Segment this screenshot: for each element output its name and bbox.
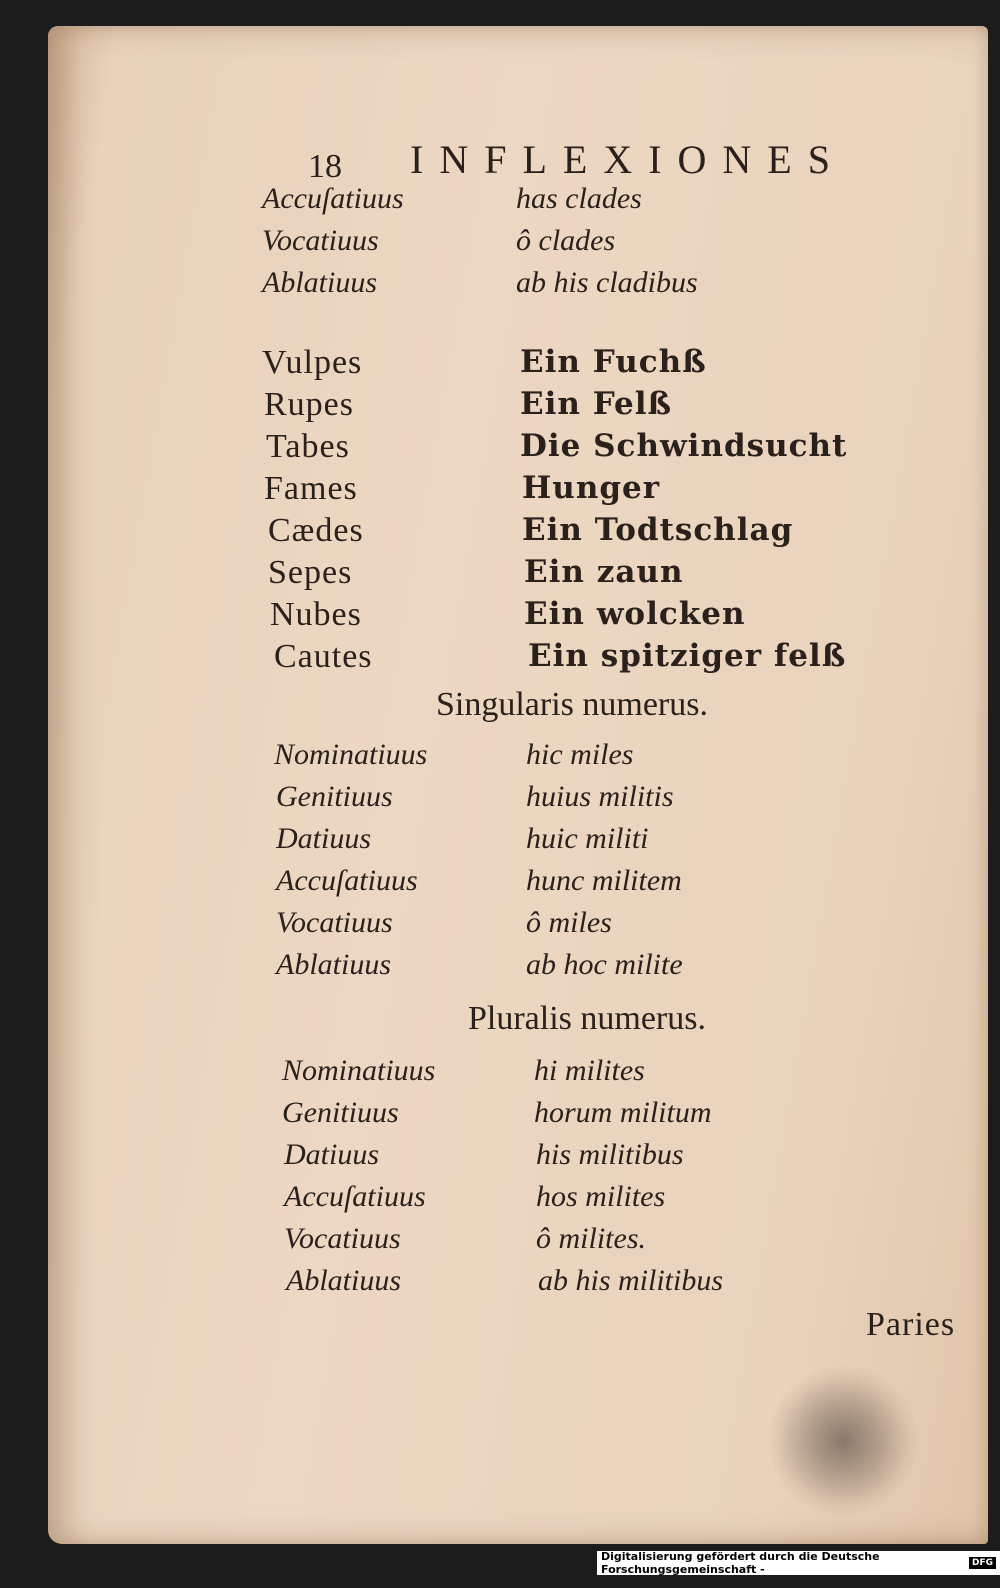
german-gloss: Ein Todtschlag [522, 512, 794, 548]
case-form: huic militi [526, 822, 649, 855]
latin-word: Cædes [268, 512, 364, 549]
case-label: Vocatiuus [276, 906, 393, 939]
latin-word: Cautes [274, 638, 373, 675]
german-gloss: Ein zaun [524, 554, 684, 590]
page-number: 18 [308, 148, 342, 185]
latin-word: Sepes [268, 554, 353, 591]
case-label: Datiuus [276, 822, 372, 855]
case-label: Ablatiuus [262, 266, 378, 299]
german-gloss: Hunger [522, 470, 661, 506]
dfg-logo: DFG [969, 1557, 996, 1569]
case-label: Vocatiuus [284, 1222, 401, 1255]
ink-stain [768, 1366, 918, 1516]
latin-word: Fames [264, 470, 358, 507]
book-page [48, 26, 988, 1544]
case-label: Datiuus [284, 1138, 380, 1171]
case-form: horum militum [534, 1096, 712, 1129]
case-form: ô miles [526, 906, 612, 939]
credit-text: Digitalisierung gefördert durch die Deutsche Forschungsgemeinschaft - [601, 1550, 880, 1576]
case-form: hos milites [536, 1180, 666, 1213]
latin-word: Rupes [264, 386, 354, 423]
case-form: hunc militem [526, 864, 682, 897]
latin-word: Vulpes [262, 344, 363, 381]
case-label: Accuſatiuus [284, 1180, 426, 1213]
german-gloss: Ein Fuchß [520, 344, 707, 380]
case-label: Ablatiuus [276, 948, 392, 981]
running-head: INFLEXIONES [410, 137, 846, 182]
case-form: ab his cladibus [516, 266, 698, 299]
section-heading-singular: Singularis numerus. [436, 686, 708, 723]
case-form: ab hoc milite [526, 948, 683, 981]
latin-word: Nubes [270, 596, 362, 633]
catchword: Paries [866, 1306, 956, 1343]
case-label: Accuſatiuus [276, 864, 418, 897]
german-gloss: Die Schwindsucht [520, 428, 848, 464]
case-label: Genitiuus [282, 1096, 399, 1129]
german-gloss: Ein wolcken [524, 596, 746, 632]
case-form: ô milites. [536, 1222, 646, 1255]
case-label: Ablatiuus [286, 1264, 402, 1297]
german-gloss: Ein spitziger felß [528, 638, 847, 674]
german-gloss: Ein Felß [520, 386, 673, 422]
case-form: has clades [516, 182, 642, 215]
case-form: hic miles [526, 738, 634, 771]
case-form: huius militis [526, 780, 674, 813]
case-label: Accuſatiuus [262, 182, 404, 215]
digitization-credit [597, 1551, 1000, 1575]
case-label: Genitiuus [276, 780, 393, 813]
case-label: Vocatiuus [262, 224, 379, 257]
case-form: ab his militibus [538, 1264, 724, 1297]
latin-word: Tabes [266, 428, 350, 465]
case-form: ô clades [516, 224, 616, 257]
case-form: his militibus [536, 1138, 684, 1171]
section-heading-plural: Pluralis numerus. [468, 1000, 706, 1037]
case-label: Nominatiuus [282, 1054, 436, 1087]
case-label: Nominatiuus [274, 738, 428, 771]
case-form: hi milites [534, 1054, 645, 1087]
